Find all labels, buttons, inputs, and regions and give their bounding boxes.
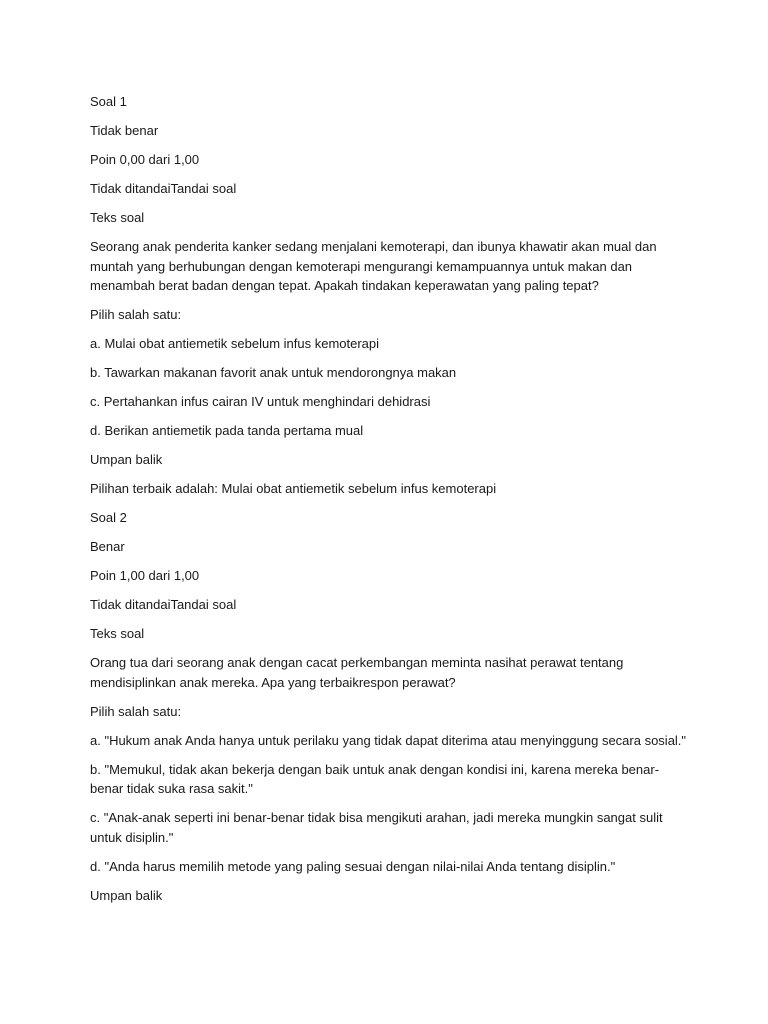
question-text: Seorang anak penderita kanker sedang menjalani kemoterapi, dan ibunya khawatir akan mual dan muntah yang berhubungan dengan kemoterapi mengurangi kemampuannya untuk makan dan menambah berat badan dengan tepat. Apakah tindakan keperawatan yang paling tepat?	[90, 239, 657, 293]
feedback-label: Umpan balik	[90, 887, 163, 903]
choose-one-label: Pilih salah satu:	[90, 307, 182, 322]
question-number: Soal 2	[90, 510, 127, 525]
answer-option-d: d. Berikan antiemetik pada tanda pertama mual	[90, 423, 364, 438]
question-text-label: Teks soal	[90, 626, 145, 641]
flag-question-text: Tidak ditandaiTandai soal	[90, 597, 237, 612]
answer-option-a: a. "Hukum anak Anda hanya untuk perilaku yang tidak dapat diterima atau menyinggung secara sosial."	[90, 732, 687, 748]
answer-option-c: c. Pertahankan infus cairan IV untuk menghindari dehidrasi	[90, 394, 431, 409]
answer-option-d: d. "Anda harus memilih metode yang paling sesuai dengan nilai-nilai Anda tentang disiplin."	[90, 858, 616, 874]
question-status: Benar	[90, 539, 125, 554]
question-text: Orang tua dari seorang anak dengan cacat perkembangan meminta nasihat perawat tentang mendisiplinkan anak mereka. Apa yang terbaikrespon perawat?	[90, 655, 624, 690]
answer-option-a: a. Mulai obat antiemetik sebelum infus kemoterapi	[90, 336, 380, 351]
flag-question-text: Tidak ditandaiTandai soal	[90, 181, 237, 196]
choose-one-label: Pilih salah satu:	[90, 703, 182, 719]
feedback-label: Umpan balik	[90, 452, 163, 467]
answer-option-b: b. "Memukul, tidak akan bekerja dengan baik untuk anak dengan kondisi ini, karena mereka benar-benar tidak suka rasa sakit."	[90, 761, 660, 796]
feedback-text: Pilihan terbaik adalah: Mulai obat antiemetik sebelum infus kemoterapi	[90, 481, 497, 496]
answer-option-c: c. "Anak-anak seperti ini benar-benar tidak bisa mengikuti arahan, jadi mereka mungkin sangat sulit untuk disiplin."	[90, 810, 663, 845]
document-page	[90, 92, 690, 915]
question-points: Poin 0,00 dari 1,00	[90, 152, 200, 167]
question-status: Tidak benar	[90, 123, 159, 138]
question-points: Poin 1,00 dari 1,00	[90, 568, 200, 583]
question-2	[90, 508, 690, 905]
question-number: Soal 1	[90, 94, 127, 109]
answer-option-b: b. Tawarkan makanan favorit anak untuk mendorongnya makan	[90, 365, 457, 380]
question-1	[90, 92, 690, 499]
question-text-label: Teks soal	[90, 210, 145, 225]
